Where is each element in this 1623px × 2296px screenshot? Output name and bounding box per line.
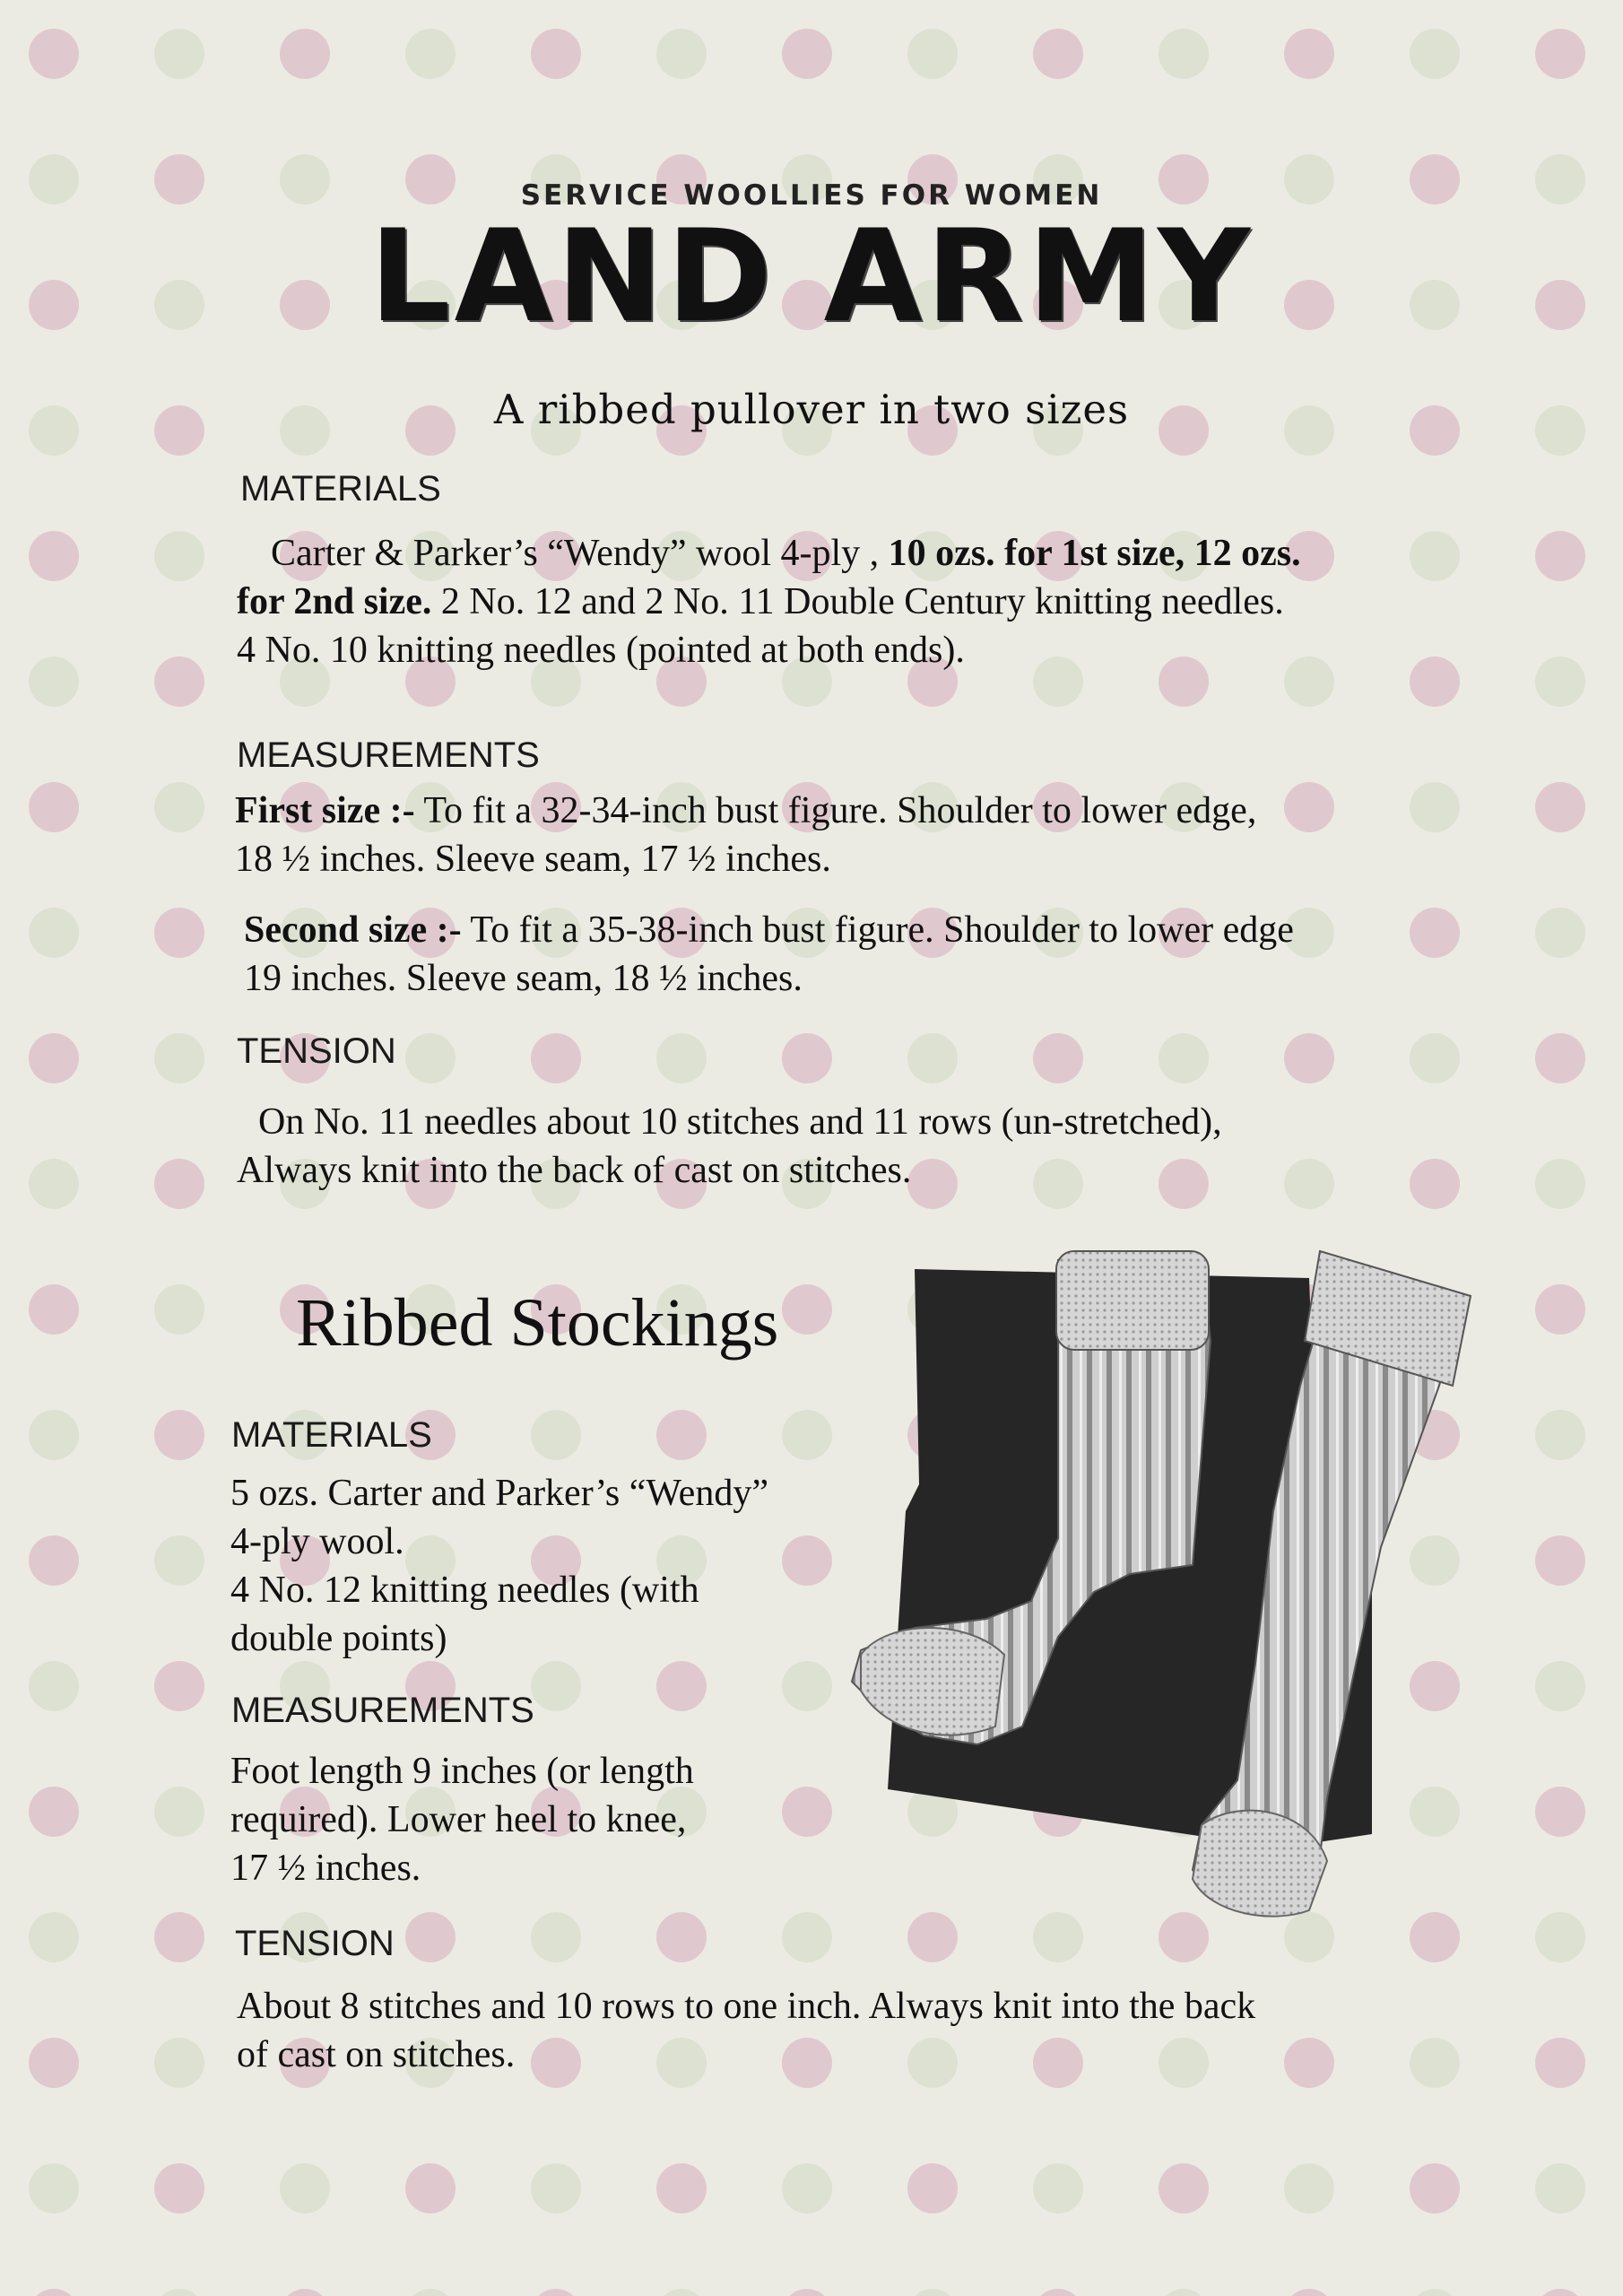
second-size-line1: To fit a 35-38-inch bust figure. Shoulder to lower edge: [461, 909, 1294, 951]
first-size-line1: To fit a 32-34-inch bust figure. Shoulder to lower edge,: [414, 790, 1257, 831]
stockings-measurements-heading: MEASUREMENTS: [231, 1691, 534, 1730]
pullover-subtitle: A ribbed pullover in two sizes: [493, 386, 1130, 433]
stockings-materials-line3: 4 No. 12 knitting needles (with: [230, 1570, 699, 1611]
pullover-materials-line1a: Carter & Parker’s “Wendy” wool 4-ply ,: [271, 533, 889, 574]
stockings-materials-line2: 4-ply wool.: [230, 1521, 404, 1562]
pullover-materials-heading: MATERIALS: [240, 469, 441, 509]
pullover-tension-text: [237, 1098, 1510, 1195]
stockings-materials-text: [230, 1469, 786, 1663]
second-size-line2: 19 inches. Sleeve seam, 18 ½ inches.: [244, 958, 803, 999]
stockings-materials-heading: MATERIALS: [231, 1415, 432, 1455]
ribbed-stockings-photo: [771, 1242, 1480, 1960]
stockings-tension-line2: of cast on stitches.: [237, 2034, 516, 2075]
pullover-measurements-heading: MEASUREMENTS: [237, 735, 540, 775]
stockings-materials-line4: double points): [230, 1618, 447, 1659]
first-size-line2: 18 ½ inches. Sleeve seam, 17 ½ inches.: [235, 839, 831, 880]
stockings-tension-text: [237, 1982, 1492, 2079]
pullover-materials-line2a: for 2nd size.: [237, 581, 432, 622]
stockings-measurements-line1: Foot length 9 inches (or length: [230, 1751, 694, 1792]
stockings-tension-heading: TENSION: [235, 1924, 395, 1963]
pullover-materials-line2b: 2 No. 12 and 2 No. 11 Double Century knitting needles.: [431, 581, 1284, 622]
stockings-tension-line1: About 8 stitches and 10 rows to one inch. Always knit into the back: [237, 1986, 1256, 2027]
pullover-tension-line1: On No. 11 needles about 10 stitches and 11 rows (un-stretched),: [258, 1101, 1222, 1143]
stockings-materials-line1: 5 ozs. Carter and Parker’s “Wendy”: [230, 1473, 768, 1514]
stockings-measurements-text: [230, 1747, 786, 1892]
pullover-materials-line3: 4 No. 10 knitting needles (pointed at both ends).: [237, 630, 965, 671]
stockings-title: Ribbed Stockings: [296, 1285, 779, 1361]
pullover-tension-line2: Always knit into the back of cast on stitches.: [237, 1150, 912, 1191]
pullover-first-size: [235, 787, 1490, 883]
second-size-label: Second size :-: [244, 909, 462, 951]
kicker-line: SERVICE WOOLLIES FOR WOMEN: [520, 179, 1103, 212]
pullover-tension-heading: TENSION: [237, 1031, 396, 1071]
first-size-label: First size :-: [235, 790, 415, 831]
pullover-materials-line1b: 10 ozs. for 1st size, 12 ozs.: [888, 533, 1301, 574]
pullover-materials-text: [237, 529, 1492, 674]
stockings-measurements-line3: 17 ½ inches.: [230, 1848, 421, 1889]
pullover-second-size: [244, 906, 1499, 1003]
masthead-title: LAND ARMY: [369, 203, 1254, 351]
stockings-measurements-line2: required). Lower heel to knee,: [230, 1799, 687, 1840]
